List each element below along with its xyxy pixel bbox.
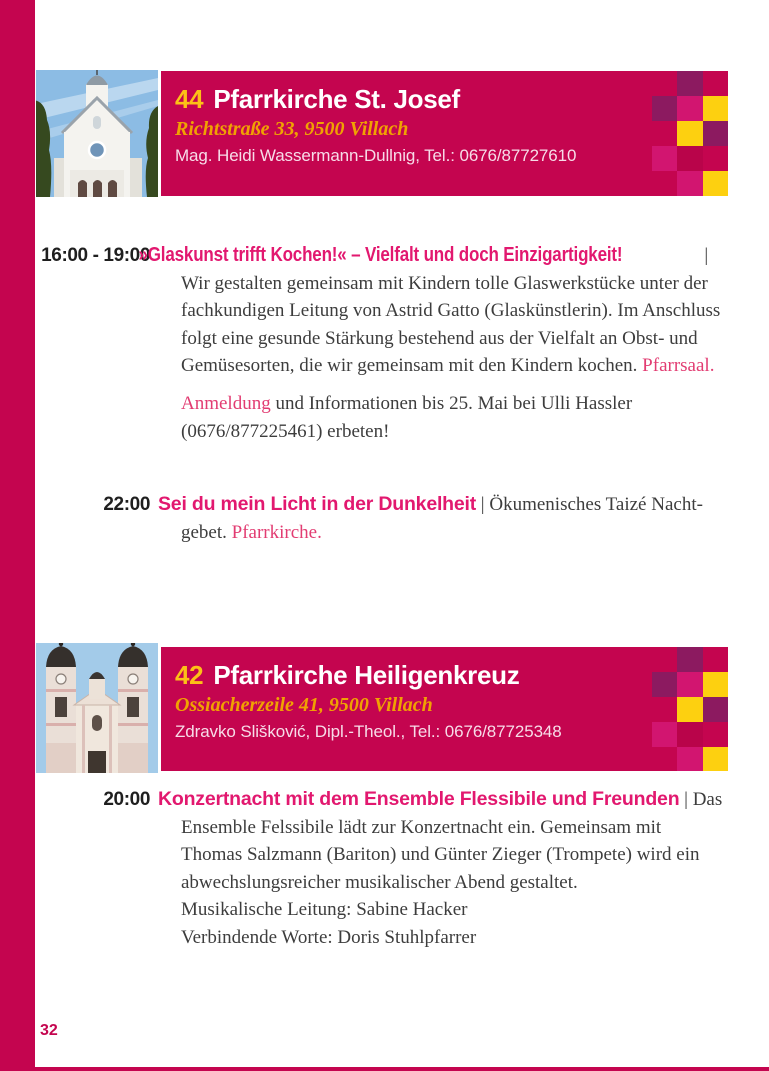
section-banner-heiligenkreuz	[161, 647, 728, 771]
event-time: 16:00 - 19:00	[41, 245, 150, 266]
decor-squares-mosaic	[652, 71, 729, 196]
event-konzertnacht	[36, 786, 728, 951]
church-photo-st-josef	[36, 70, 158, 197]
event-credit-line: Musikalische Leitung: Sabine Hacker	[181, 899, 468, 920]
page-number: 32	[40, 1022, 58, 1039]
church-number: 44	[175, 84, 204, 114]
event-time: 20:00	[103, 789, 150, 810]
event-taize	[36, 491, 728, 546]
event-description: | Ökumenisches Taizé Nachtgebet.	[181, 494, 703, 543]
church-number: 42	[175, 660, 204, 690]
event-title: »Glaskunst trifft Kochen!« – Vielfalt und doch Einzigartigkeit!	[138, 244, 623, 266]
church-photo-heiligenkreuz	[36, 643, 158, 773]
event-title: Sei du mein Licht in der Dunkelheit	[158, 493, 477, 515]
registration-info: und Informationen bis 25. Mai bei Ulli Hassler (0676/877225461) erbeten!	[181, 393, 633, 442]
church-name: Pfarrkirche Heiligenkreuz	[213, 660, 520, 690]
event-location: Pfarrkirche.	[231, 521, 322, 543]
event-time: 22:00	[103, 494, 150, 515]
decor-squares-mosaic	[652, 647, 729, 771]
bottom-edge-decor-bar	[0, 1067, 769, 1071]
event-glaskunst	[36, 242, 728, 445]
event-description: | Wir gestalten gemeinsam mit Kindern tolle Glaswerkstücke unter der fachkundigen Leitung von Astrid Gatto (Glaskünstlerin). Im Anschluss folgt eine gesunde Stärkung bestehend aus der Vielfalt an Obst- und Gemüsesorten, die wir gemeinsam mit den Kindern kochen.	[181, 245, 721, 376]
event-location: Pfarrsaal.	[642, 355, 715, 376]
church-photo-st-josef-illustration	[36, 70, 158, 197]
event-note	[158, 390, 726, 445]
registration-link-text: Anmeldung	[181, 393, 271, 414]
event-title: Konzertnacht mit dem Ensemble Flessibile und Freunden	[158, 788, 680, 810]
church-photo-heiligenkreuz-illustration	[36, 643, 158, 773]
church-name: Pfarrkirche St. Josef	[213, 84, 460, 114]
event-description: | Das Ensemble Felssibile lädt zur Konzertnacht ein. Gemeinsam mit Thomas Salzmann (Bariton) und Günter Zieger (Trompete) wird ein abwechslungsreicher musikalischer Abend gestaltet.	[181, 789, 723, 893]
event-credit-line: Verbindende Worte: Doris Stuhlpfarrer	[181, 926, 477, 948]
event-text	[158, 491, 726, 546]
banner-title-line	[175, 660, 728, 691]
church-contact: Zdravko Slišković, Dipl.-Theol., Tel.: 0676/87725348	[175, 722, 562, 741]
left-edge-decor-strip	[0, 0, 35, 1069]
event-text	[158, 786, 726, 896]
church-contact: Mag. Heidi Wassermann-Dullnig, Tel.: 0676/87727610	[175, 146, 577, 165]
church-address: Ossiacherzeile 41, 9500 Villach	[175, 694, 433, 716]
event-text	[138, 242, 726, 380]
banner-title-line	[175, 84, 728, 115]
section-banner-st-josef	[161, 71, 728, 196]
church-address: Richtstraße 33, 9500 Villach	[175, 118, 409, 140]
